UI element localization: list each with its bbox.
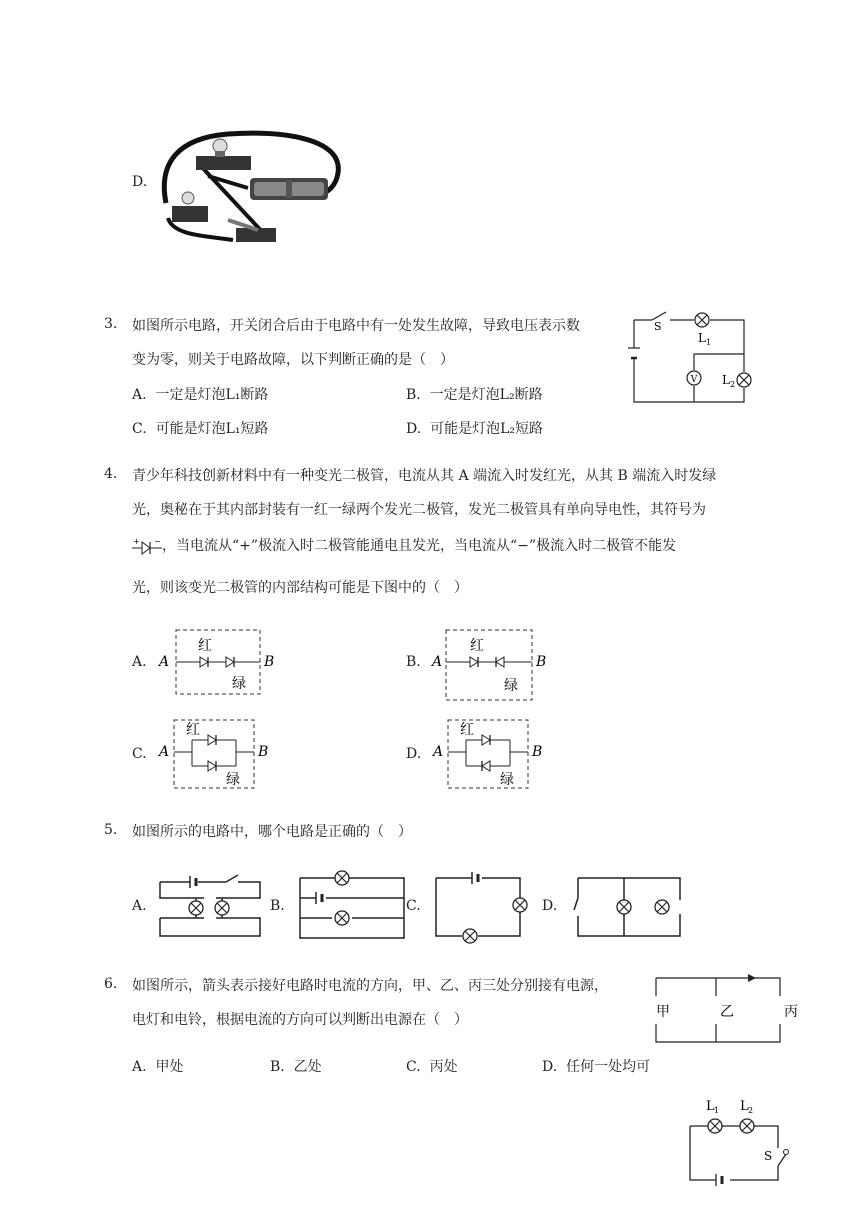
q3-option-d-text: 可能是灯泡L₂短路 [430,421,544,437]
q4c-end-b: B [258,744,269,760]
q3-lamp2-sub: 2 [730,380,736,389]
q5-number: 5. [104,822,118,838]
q6-option-d[interactable] [542,1056,650,1076]
q3-switch-label: S [654,320,662,333]
q4-option-c-letter[interactable]: C. [132,746,147,762]
q6-option-a-letter: A. [132,1059,147,1075]
q4a-end-a: A [159,654,170,670]
q2-option-d-photo [158,128,348,248]
q4b-end-a: A [432,654,443,670]
q4b-green-label: 绿 [504,678,518,694]
q4a-end-b: B [264,654,275,670]
q6-option-d-letter: D. [542,1059,558,1075]
q3-option-c-text: 可能是灯泡L₁短路 [155,421,269,437]
q3-option-c-letter: C. [132,421,147,437]
current-arrow-icon [748,974,756,982]
q4-stem-line4: 光，则该变光二极管的内部结构可能是下图中的（ ） [132,580,468,596]
q4d-end-b: B [532,744,543,760]
q5-option-b-letter[interactable]: B. [270,898,285,914]
q4a-red-label: 红 [198,638,212,654]
q7-circuit-figure [686,1094,798,1192]
q4a-green-label: 绿 [232,676,246,692]
q4b-end-b: B [536,654,547,670]
q6-option-a-text: 甲处 [155,1059,184,1075]
q4d-green-label: 绿 [500,772,514,788]
q7-lamp2-label: L [740,1099,749,1114]
q4c-green-label: 绿 [226,772,240,788]
q3-voltmeter-label: V [690,375,698,385]
q7-lamp2-sub: 2 [748,1106,754,1115]
q7-lamp1-sub: 1 [714,1106,720,1115]
q3-stem-line1: 如图所示电路，开关闭合后由于电路中有一处发生故障，导致电压表示数 [132,318,580,334]
q6-yi-label: 乙 [720,1004,734,1020]
q3-lamp2-label: L [722,373,730,387]
q3-option-c[interactable] [132,418,269,438]
svg-text:−: − [154,537,161,546]
q4-option-d-letter[interactable]: D. [406,746,422,762]
q6-option-a[interactable] [132,1056,183,1076]
q3-number: 3. [104,316,118,332]
q5-option-d-figure [572,872,684,940]
q6-stem-line2: 电灯和电铃，根据电流的方向可以判断出电源在（ ） [132,1012,468,1028]
q4d-red-label: 红 [460,722,474,738]
q5-option-c-letter[interactable]: C. [406,898,421,914]
q3-circuit-figure [626,308,752,408]
svg-text:+: + [133,537,140,546]
q6-option-c-text: 丙处 [429,1059,458,1075]
q4-number: 4. [104,466,118,482]
q6-circuit-figure [648,972,804,1046]
q6-option-d-text: 任何一处均可 [566,1059,651,1075]
q4-option-d-figure [430,716,554,792]
q4c-red-label: 红 [186,722,200,738]
q3-option-a[interactable] [132,384,268,404]
q4b-red-label: 红 [470,638,484,654]
q3-option-b-text: 一定是灯泡L₂断路 [429,387,543,403]
q5-option-a-figure [156,874,264,940]
q3-lamp1-label: L [698,331,706,345]
q4-option-a-letter[interactable]: A. [132,654,147,670]
q4-option-b-letter[interactable]: B. [406,654,421,670]
q5-option-d-letter[interactable]: D. [542,898,558,914]
q3-option-b[interactable] [406,384,543,404]
q4c-end-a: A [159,744,170,760]
q6-option-c[interactable] [406,1056,458,1076]
q3-stem-line2: 变为零，则关于电路故障，以下判断正确的是（ ） [132,352,454,368]
q3-option-a-text: 一定是灯泡L₁断路 [155,387,269,403]
q6-option-b[interactable] [270,1056,322,1076]
q2-option-d-label: D. [132,174,148,190]
q3-option-d[interactable] [406,418,543,438]
q3-option-d-letter: D. [406,421,422,437]
q5-option-b-figure [296,868,408,942]
q5-option-a-letter[interactable]: A. [132,898,147,914]
q6-bing-label: 丙 [784,1004,798,1020]
q6-option-b-letter: B. [270,1059,285,1075]
q6-option-b-text: 乙处 [293,1059,322,1075]
q5-option-c-figure [432,870,532,942]
q5-stem-line1: 如图所示的电路中，哪个电路是正确的（ ） [132,824,412,840]
q3-option-b-letter: B. [406,387,421,403]
q6-option-c-letter: C. [406,1059,421,1075]
q4-option-c-figure [156,716,276,792]
q7-switch-label: S [764,1149,773,1163]
q4-stem-line3: ，当电流从“+”极流入时二极管能通电且发光，当电流从“−”极流入时二极管不能发 [162,538,677,554]
q6-jia-label: 甲 [656,1004,670,1020]
q4-stem-line2: 光，奥秘在于其内部封装有一红一绿两个发光二极管，发光二极管具有单向导电性，其符号为 [132,502,706,518]
q6-stem-line1: 如图所示，箭头表示接好电路时电流的方向，甲、乙、丙三处分别接有电源， [132,978,608,994]
q6-number: 6. [104,976,118,992]
q3-lamp1-sub: 1 [706,338,712,347]
q3-option-a-letter: A. [132,387,147,403]
q4-stem-line1: 青少年科技创新材料中有一种变光二极管，电流从其 A 端流入时发红光，从其 B 端流入时发绿 [132,468,717,484]
q7-lamp1-label: L [706,1099,715,1114]
q4-option-a-figure [156,626,276,698]
q4-option-b-figure [430,626,554,702]
q4d-end-a: A [433,744,444,760]
diode-symbol-icon [132,536,162,556]
